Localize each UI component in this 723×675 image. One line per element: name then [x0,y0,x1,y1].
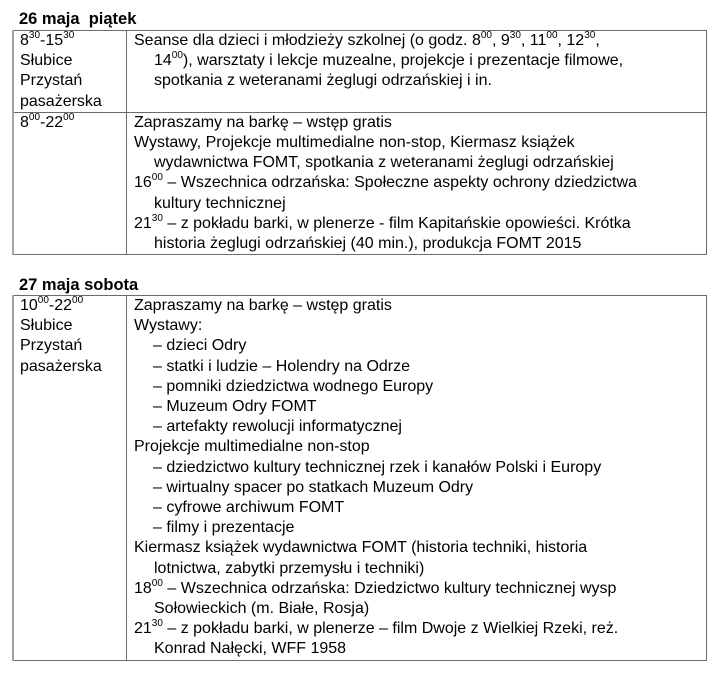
minute: 30 [151,212,163,224]
program-line: Wystawy, Projekcje multimedialne non-stop, Kiermasz książek [134,134,575,152]
time-place-cell [13,296,127,661]
hour: 21 [134,214,152,232]
start-hour: 8 [20,32,29,49]
start-minute: 00 [37,295,49,306]
hour: 21 [134,620,152,638]
hour: 16 [134,174,152,192]
start-hour: 8 [20,113,29,131]
text: Seanse dla dzieci i młodzieży szkolnej (o godz. 8 [134,32,481,49]
text: , [595,32,600,49]
end-minute: 00 [72,295,84,306]
end-hour: 15 [45,32,64,49]
program-line [134,579,706,599]
program-line [134,173,706,193]
projection-item: – wirtualny spacer po statkach Muzeum Odry [153,478,474,496]
minute: 00 [151,172,163,184]
projection-item: – dziedzictwo kultury technicznej rzek i kanałów Polski i Europy [153,458,602,476]
day-heading-26-may: 26 maja piątek [19,10,137,28]
program-line: lotnictwa, zabytki przemysłu i techniki) [154,559,425,577]
time-range: $8^{30}-15^{30}$ [20,30,75,49]
minute: 00 [171,50,183,62]
program-line: Zapraszamy na barkę – wstęp gratis [134,297,392,314]
text: , 9 [491,32,510,49]
minute: 00 [480,30,492,41]
time-range: $8^{00}-22^{00}$ [20,111,75,131]
program-line: historia żeglugi odrzańskiej (40 min.), produkcja FOMT 2015 [154,235,582,253]
exhibition-item: – statki i ludzie – Holendry na Odrze [153,357,411,375]
minute: 30 [151,618,163,630]
end-minute: 00 [63,111,75,123]
text: – z pokładu barki, w plenerze – film Dwoje z Wielkiej Rzeki, reż. [162,620,619,638]
minute: 00 [546,30,558,41]
program-line: kultury technicznej [154,194,286,212]
program-line [134,214,706,234]
place-line: Słubice [20,52,73,70]
exhibitions-label: Wystawy: [134,317,203,335]
table-row [13,112,707,254]
exhibition-item: – Muzeum Odry FOMT [153,398,317,416]
place-line: pasażerska [20,357,102,375]
place-line: Przystań [20,337,83,355]
program-line [134,31,706,51]
minute: 00 [151,577,163,589]
program-cell [127,112,707,254]
program-line: Zapraszamy na barkę – wstęp gratis [134,113,392,131]
schedule-table-27-may [12,295,707,661]
day-heading-27-may: 27 maja sobota [19,276,139,294]
program-cell [127,31,707,113]
program-line: wydawnictwa FOMT, spotkania z weteranami żeglugi odrzańskiej [154,154,614,172]
table-row [13,296,707,661]
end-hour: 22 [45,113,64,131]
start-hour: 10 [20,297,38,314]
projections-label: Projekcje multimedialne non-stop [134,438,370,456]
text: , 12 [557,32,585,49]
program-line [134,51,706,71]
program-line: Sołowieckich (m. Białe, Rosja) [154,600,370,618]
program-line: Kiermasz książek wydawnictwa FOMT (historia techniki, historia [134,539,588,557]
hour: 18 [134,579,152,597]
minute: 30 [509,30,521,41]
time-place-cell [13,31,127,113]
time-range: $10^{00}-22^{00}$ [20,295,84,314]
place-line: pasażerska [20,92,102,110]
place-line: Przystań [20,72,83,90]
table-row [13,31,707,113]
start-minute: 00 [28,111,41,123]
text: – Wszechnica odrzańska: Dziedzictwo kultury technicznej wysp [162,579,617,597]
program-cell [127,296,707,661]
time-place-cell [13,112,127,254]
program-line [134,619,706,639]
exhibition-item: – pomniki dziedzictwa wodnego Europy [153,377,434,395]
exhibition-item: – artefakty rewolucji informatycznej [153,418,402,436]
text: ), warsztaty i lekcje muzealne, projekcje i prezentacje filmowe, [182,52,624,70]
end-minute: 30 [63,30,75,41]
projection-item: – filmy i prezentacje [153,519,295,537]
end-hour: 22 [54,297,73,314]
program-line: Konrad Nałęcki, WFF 1958 [154,640,347,658]
text: – Wszechnica odrzańska: Społeczne aspekty ochrony dziedzictwa [162,174,637,192]
text: , 11 [520,32,547,49]
exhibition-item: – dzieci Odry [153,337,247,355]
start-minute: 30 [28,30,41,41]
projection-item: – cyfrowe archiwum FOMT [153,499,345,517]
program-line: spotkania z weteranami żeglugi odrzańskiej i in. [154,72,492,90]
text: 14 [154,52,172,70]
place-line: Słubice [20,317,73,335]
schedule-table-26-may [12,30,707,255]
text: – z pokładu barki, w plenerze - film Kapitańskie opowieści. Krótka [162,214,631,232]
minute: 30 [584,30,596,41]
